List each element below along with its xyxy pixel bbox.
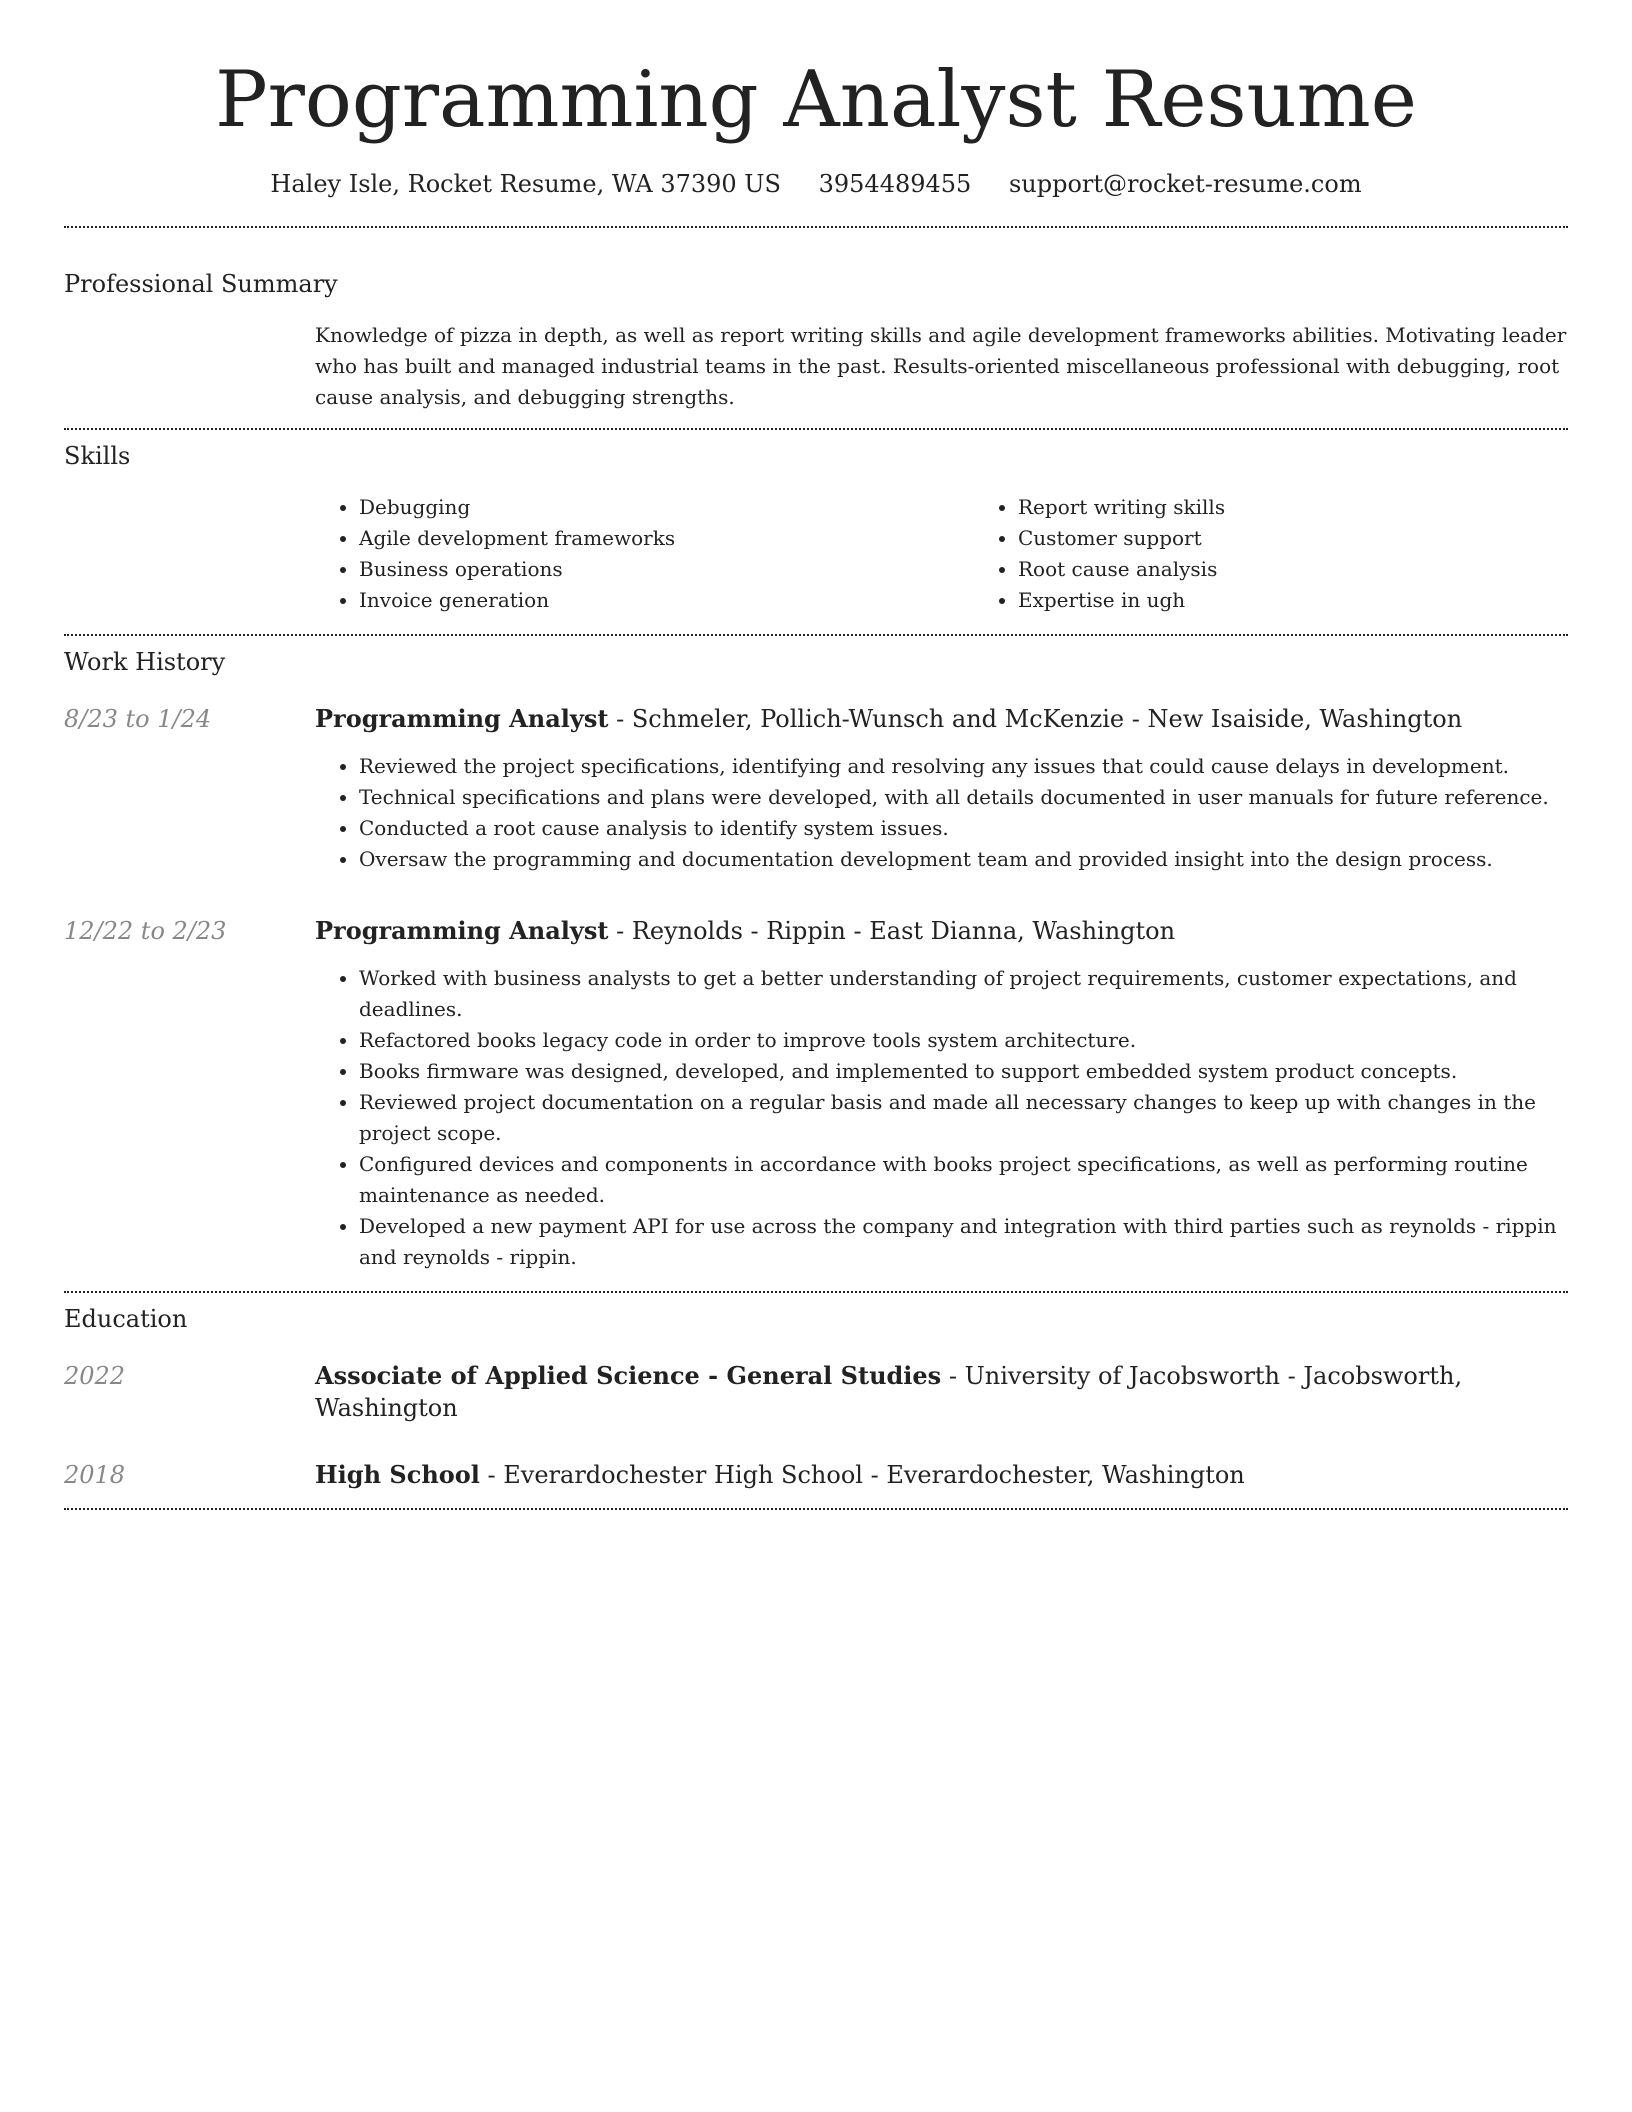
job-title	[315, 915, 1568, 947]
education-entry	[64, 1459, 1568, 1491]
education-entry	[64, 1360, 1568, 1424]
skills-list-left	[315, 492, 974, 616]
skill-item: • Agile development frameworks	[359, 523, 974, 554]
education-degree: Associate of Applied Science - General Studies	[315, 1361, 942, 1390]
job-title	[315, 703, 1568, 735]
contact-address: Haley Isle, Rocket Resume, WA 37390 US	[270, 170, 781, 198]
skill-item: • Business operations	[359, 554, 974, 585]
job-role: Programming Analyst	[315, 916, 609, 945]
job-bullet: • Technical specifications and plans were developed, with all details documented in user manuals for future reference.	[359, 782, 1568, 813]
job-bullet: • Conducted a root cause analysis to identify system issues.	[359, 813, 1568, 844]
skill-item: • Root cause analysis	[1018, 554, 1632, 585]
skill-item: • Invoice generation	[359, 585, 974, 616]
job-details: - Reynolds - Rippin - East Dianna, Washington	[608, 917, 1176, 945]
job-bullet: • Developed a new payment API for use across the company and integration with third parties such as reynolds - rippin and reynolds - rippin.	[359, 1211, 1568, 1273]
resume-header	[64, 0, 1568, 200]
summary-section	[64, 228, 1568, 413]
job-dates: 12/22 to 2/23	[64, 917, 227, 945]
job-bullets	[315, 963, 1568, 1273]
skills-section	[64, 430, 1568, 616]
contact-phone: 3954489455	[818, 170, 972, 198]
education-heading: Education	[64, 1305, 188, 1333]
skills-list-right	[974, 492, 1632, 616]
job-bullet: • Reviewed the project specifications, identifying and resolving any issues that could cause delays in development.	[359, 751, 1568, 782]
job-bullet: • Worked with business analysts to get a better understanding of project requirements, customer expectations, and deadlines.	[359, 963, 1568, 1025]
job-bullets	[315, 751, 1568, 875]
job-details: - Schmeler, Pollich-Wunsch and McKenzie - New Isaiside, Washington	[608, 705, 1463, 733]
education-degree: High School	[315, 1460, 480, 1489]
work-history-heading: Work History	[64, 648, 226, 676]
education-details: - University of Jacobsworth - Jacobsworth, Washington	[315, 1362, 1463, 1422]
skill-item: • Report writing skills	[1018, 492, 1632, 523]
resume-title: Programming Analyst Resume	[215, 55, 1417, 145]
skill-item: • Debugging	[359, 492, 974, 523]
skill-item: • Customer support	[1018, 523, 1632, 554]
contact-line	[64, 168, 1568, 200]
contact-email: support@rocket-resume.com	[1008, 170, 1362, 198]
job-role: Programming Analyst	[315, 704, 609, 733]
job-bullet: • Configured devices and components in accordance with books project specifications, as well as performing routine maintenance as needed.	[359, 1149, 1568, 1211]
job-bullet: • Books firmware was designed, developed, and implemented to support embedded system product concepts.	[359, 1056, 1568, 1087]
job-entry	[64, 703, 1568, 875]
work-history-section	[64, 636, 1568, 1273]
education-details: - Everardochester High School - Everardochester, Washington	[479, 1461, 1245, 1489]
job-bullet: • Oversaw the programming and documentation development team and provided insight into the design process.	[359, 844, 1568, 875]
skills-heading: Skills	[64, 442, 131, 470]
summary-text: Knowledge of pizza in depth, as well as report writing skills and agile development frameworks abilities. Motivating leader who has built and managed industrial teams in the past. Results-oriented miscellaneous professional with debugging, root cause analysis, and debugging strengths.	[315, 323, 1567, 409]
education-title	[315, 1459, 1568, 1491]
education-year: 2018	[64, 1461, 126, 1489]
education-title	[315, 1360, 1568, 1424]
job-bullet: • Reviewed project documentation on a regular basis and made all necessary changes to keep up with changes in the project scope.	[359, 1087, 1568, 1149]
education-year: 2022	[64, 1362, 126, 1390]
skill-item: • Expertise in ugh	[1018, 585, 1632, 616]
job-entry	[64, 915, 1568, 1273]
job-bullet: • Refactored books legacy code in order to improve tools system architecture.	[359, 1025, 1568, 1056]
summary-heading: Professional Summary	[64, 270, 338, 298]
job-dates: 8/23 to 1/24	[64, 705, 212, 733]
education-section	[64, 1293, 1568, 1491]
section-divider	[64, 1508, 1568, 1510]
